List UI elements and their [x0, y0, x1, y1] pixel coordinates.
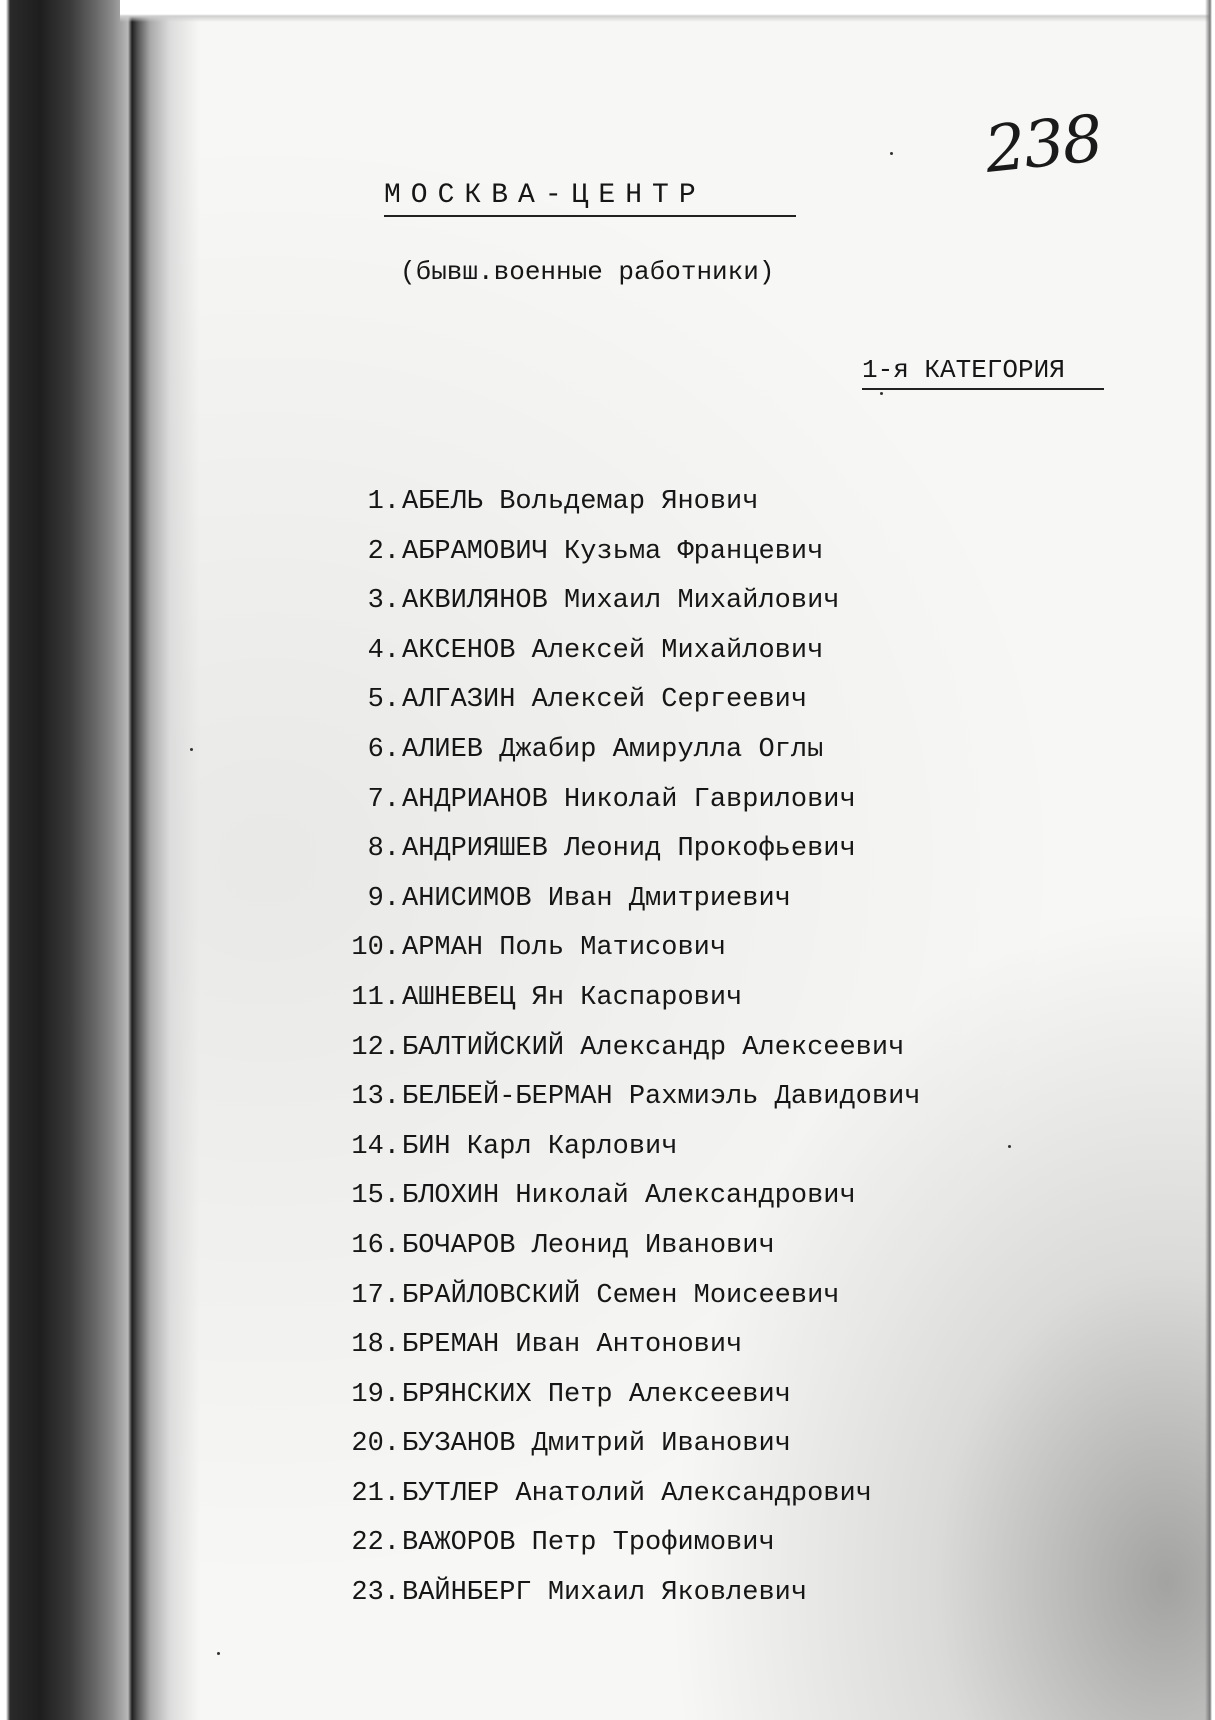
- item-name: ВАЖОРОВ Петр Трофимович: [402, 1528, 775, 1559]
- list-item: [320, 974, 920, 1024]
- item-number: 2.: [367, 536, 400, 567]
- right-edge: [1205, 0, 1215, 1720]
- item-number: 9.: [367, 883, 400, 914]
- item-name: БУЗАНОВ Дмитрий Иванович: [402, 1429, 791, 1460]
- item-number: 7.: [367, 784, 400, 815]
- item-number: 10.: [351, 933, 400, 964]
- item-number: 3.: [367, 586, 400, 617]
- scan-speck: [190, 748, 193, 751]
- item-number: 16.: [351, 1230, 400, 1261]
- item-name: БРАЙЛОВСКИЙ Семен Моисеевич: [402, 1280, 840, 1311]
- item-number: 19.: [351, 1379, 400, 1410]
- item-name: АНДРИАНОВ Николай Гаврилович: [402, 784, 856, 815]
- list-item: [320, 1519, 920, 1569]
- list-item: [320, 825, 920, 875]
- category-heading: 1-я КАТЕГОРИЯ: [862, 355, 1104, 390]
- list-item: [320, 627, 920, 677]
- item-number: 18.: [351, 1330, 400, 1361]
- list-item: [320, 1123, 920, 1173]
- item-number: 17.: [351, 1280, 400, 1311]
- item-name: БУТЛЕР Анатолий Александрович: [402, 1478, 872, 1509]
- item-number: 23.: [351, 1578, 400, 1609]
- list-item: [320, 776, 920, 826]
- item-number: 5.: [367, 685, 400, 716]
- item-number: 14.: [351, 1131, 400, 1162]
- item-number: 12.: [351, 1032, 400, 1063]
- item-name: БЕЛБЕЙ-БЕРМАН Рахмиэль Давидович: [402, 1082, 921, 1113]
- item-name: АБРАМОВИЧ Кузьма Францевич: [402, 536, 824, 567]
- list-item: [320, 726, 920, 776]
- list-item: [320, 1024, 920, 1074]
- list-item: [320, 1172, 920, 1222]
- list-item: [320, 1321, 920, 1371]
- list-item: [320, 478, 920, 528]
- item-name: БАЛТИЙСКИЙ Александр Алексеевич: [402, 1032, 905, 1063]
- item-number: 1.: [367, 487, 400, 517]
- item-name: АКСЕНОВ Алексей Михайлович: [402, 635, 824, 666]
- item-number: 11.: [351, 982, 400, 1013]
- item-number: 8.: [367, 834, 400, 865]
- item-name: АНИСИМОВ Иван Дмитриевич: [402, 883, 791, 914]
- scan-speck: [1008, 1145, 1011, 1148]
- binding-shadow: [0, 0, 200, 1720]
- item-number: 22.: [351, 1528, 400, 1559]
- document-title: МОСКВА-ЦЕНТР: [384, 180, 796, 217]
- item-number: 13.: [351, 1082, 400, 1113]
- item-name: БИН Карл Карлович: [402, 1131, 678, 1162]
- list-item: [320, 577, 920, 627]
- folio-number: 238: [981, 102, 1105, 188]
- item-number: 15.: [351, 1181, 400, 1212]
- item-number: 4.: [367, 635, 400, 666]
- item-number: 20.: [351, 1429, 400, 1460]
- name-list: [320, 478, 920, 1619]
- item-name: АШНЕВЕЦ Ян Каспарович: [402, 982, 743, 1013]
- list-item: [320, 1420, 920, 1470]
- document-subtitle: (бывш.военные работники): [400, 257, 775, 287]
- scan-speck: [880, 392, 883, 395]
- list-item: [320, 1272, 920, 1322]
- list-item: [320, 924, 920, 974]
- item-number: 6.: [367, 734, 400, 765]
- top-edge: [120, 0, 1215, 22]
- list-item: [320, 676, 920, 726]
- scan-speck: [890, 152, 893, 155]
- scan-speck: [217, 1652, 220, 1655]
- list-item: [320, 1073, 920, 1123]
- item-name: БОЧАРОВ Леонид Иванович: [402, 1230, 775, 1261]
- item-name: АРМАН Поль Матисович: [402, 933, 727, 964]
- item-name: АНДРИЯШЕВ Леонид Прокофьевич: [402, 834, 856, 865]
- item-name: АБЕЛЬ Вольдемар Янович: [402, 487, 759, 517]
- item-name: БРЕМАН Иван Антонович: [402, 1330, 743, 1361]
- item-number: 21.: [351, 1478, 400, 1509]
- list-item: [320, 1470, 920, 1520]
- item-name: АЛГАЗИН Алексей Сергеевич: [402, 685, 808, 716]
- item-name: АЛИЕВ Джабир Амирулла Оглы: [402, 734, 824, 765]
- list-item: [320, 875, 920, 925]
- item-name: БЛОХИН Николай Александрович: [402, 1181, 856, 1212]
- list-item: [320, 1569, 920, 1619]
- item-name: ВАЙНБЕРГ Михаил Яковлевич: [402, 1578, 808, 1609]
- list-item: [320, 1222, 920, 1272]
- list-item: [320, 1371, 920, 1421]
- item-name: БРЯНСКИХ Петр Алексеевич: [402, 1379, 791, 1410]
- item-name: АКВИЛЯНОВ Михаил Михайлович: [402, 586, 840, 617]
- list-item: [320, 528, 920, 578]
